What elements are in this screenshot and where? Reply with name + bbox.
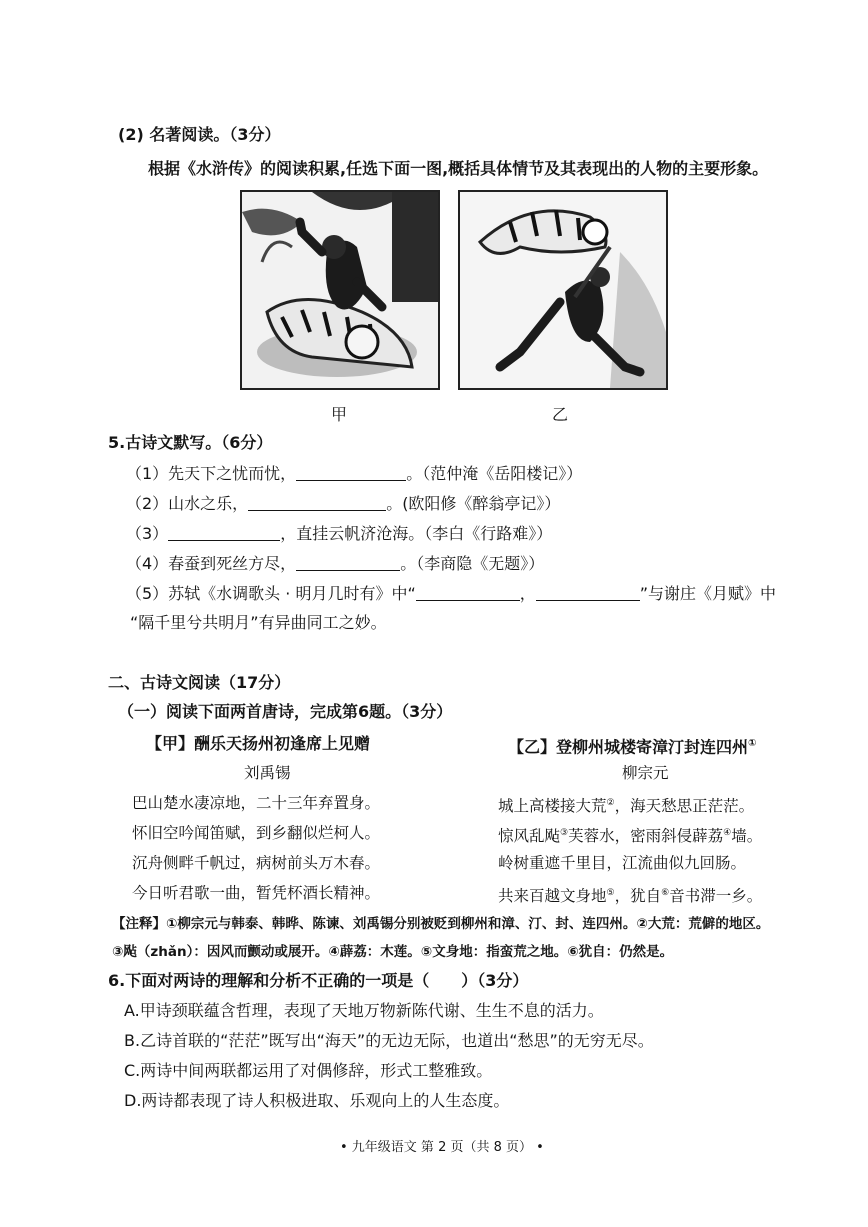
q4-2-prompt: 根据《水浒传》的阅读积累,任选下面一图,概括具体情节及其表现出的人物的主要形象。 [148,159,769,178]
poem-a-line-2: 怀旧空吟闻笛赋，到乡翻似烂柯人。 [132,824,381,842]
q5-item-1-pre: （1）先天下之忧而忧， [126,464,297,483]
q5-heading: 5.古诗文默写。（6分） [108,433,273,452]
q5-item-3-post: ，直挂云帆济沧海。（李白《行路难》） [280,524,553,543]
poem-b-title-text: 【乙】登柳州城楼寄漳汀封连四州 [508,737,749,757]
q5-item-1 [126,463,582,485]
poem-a-author: 刘禹锡 [244,764,291,782]
footnote-mark: ② [606,798,615,808]
footnote-mark: ④ [723,828,732,838]
q5-item-3 [126,523,552,545]
wusong-fights-tiger-illustration [242,192,438,388]
illustration-yi [458,190,668,390]
poem-b-line-3: 岭树重遮千里目，江流曲似九回肠。 [498,854,747,872]
poem-b-line-1-a: 城上高楼接大荒 [498,797,607,816]
poem-b-title [508,733,756,758]
poem-a-line-1: 巴山楚水凄凉地，二十三年弃置身。 [132,794,381,812]
q6-option-c[interactable]: C.两诗中间两联都运用了对偶修辞，形式工整雅致。 [124,1061,493,1080]
poem-b-line-1 [498,792,754,817]
poem-b-author: 柳宗元 [622,764,669,782]
q6-option-b[interactable]: B.乙诗首联的“茫茫”既写出“海天”的无边无际，也道出“愁思”的无穷无尽。 [124,1031,654,1050]
poem-b-line-4-a: 共来百越文身地 [498,887,607,906]
likui-kills-tiger-illustration [460,192,666,388]
q5-item-5-mid: ， [519,584,536,603]
q5-item-3-pre: （3） [126,524,169,543]
poem-b-line-4 [498,882,762,907]
poem-b-line-2-c: 墙。 [731,827,763,846]
poem-a-line-3: 沉舟侧畔千帆过，病树前头万木春。 [132,854,381,872]
q6-option-a[interactable]: A.甲诗颈联蕴含哲理，表现了天地万物新陈代谢、生生不息的活力。 [124,1001,604,1020]
section2-sub: （一）阅读下面两首唐诗，完成第6题。（3分） [118,702,453,721]
answer-blank[interactable] [416,584,520,601]
q5-item-4 [126,553,544,575]
poem-b-line-4-b: ，犹自 [614,887,662,906]
poem-b-line-2-a: 惊风乱飐 [498,827,561,846]
q6-question: 6.下面对两诗的理解和分析不正确的一项是（ ）（3分） [108,971,529,990]
footnote-mark: ⑤ [606,888,615,898]
caption-yi: 乙 [552,405,569,424]
notes-line-1: 【注释】①柳宗元与韩泰、韩晔、陈谏、刘禹锡分别被贬到柳州和漳、汀、封、连四州。②大荒：荒僻的地区。 [112,916,770,932]
poem-b-line-4-c: 音书滞一乡。 [669,887,763,906]
poem-b-line-2-b: 芙蓉水，密雨斜侵薜荔 [568,827,724,846]
answer-blank[interactable] [296,464,406,481]
notes-line-2: ③飐（zhǎn）：因风而颤动或展开。④薜荔：木莲。⑤文身地：指蛮荒之地。⑥犹自：仍然是。 [112,944,674,960]
footnote-mark: ⑥ [661,888,670,898]
q5-item-2-pre: （2）山水之乐， [126,494,249,513]
caption-jia: 甲 [331,405,348,424]
footnote-mark: ① [748,738,757,749]
poem-a-line-4: 今日听君歌一曲，暂凭杯酒长精神。 [132,884,381,902]
answer-blank[interactable] [296,554,400,571]
q5-item-5-pre: （5）苏轼《水调歌头 · 明月几时有》中“ [126,584,416,603]
poem-b-line-2 [498,822,762,847]
section2-heading: 二、古诗文阅读（17分） [108,673,291,692]
poem-a-title: 【甲】酬乐天扬州初逢席上见赠 [146,734,371,753]
illustration-jia [240,190,440,390]
answer-blank[interactable] [248,494,386,511]
q5-item-2-post: 。(欧阳修《醉翁亭记》） [386,494,561,513]
footnote-mark: ③ [560,828,569,838]
q5-item-4-pre: （4）春蚕到死丝方尽， [126,554,297,573]
page-footer: • 九年级语文 第 2 页（共 8 页） • [340,1140,544,1155]
q5-item-5-line2: “隔千里兮共明月”有异曲同工之妙。 [130,613,387,632]
poem-b-line-1-b: ，海天愁思正茫茫。 [614,797,755,816]
q5-item-2 [126,493,560,515]
answer-blank[interactable] [536,584,640,601]
answer-blank[interactable] [168,524,280,541]
q5-item-1-post: 。（范仲淹《岳阳楼记》） [406,464,583,483]
q6-option-d[interactable]: D.两诗都表现了诗人积极进取、乐观向上的人生态度。 [124,1091,510,1110]
q5-item-5-post: ”与谢庄《月赋》中 [639,584,777,603]
q4-2-heading: (2) 名著阅读。（3分） [118,125,281,144]
q5-item-4-post: 。（李商隐《无题》） [400,554,545,573]
q5-item-5 [126,583,776,605]
